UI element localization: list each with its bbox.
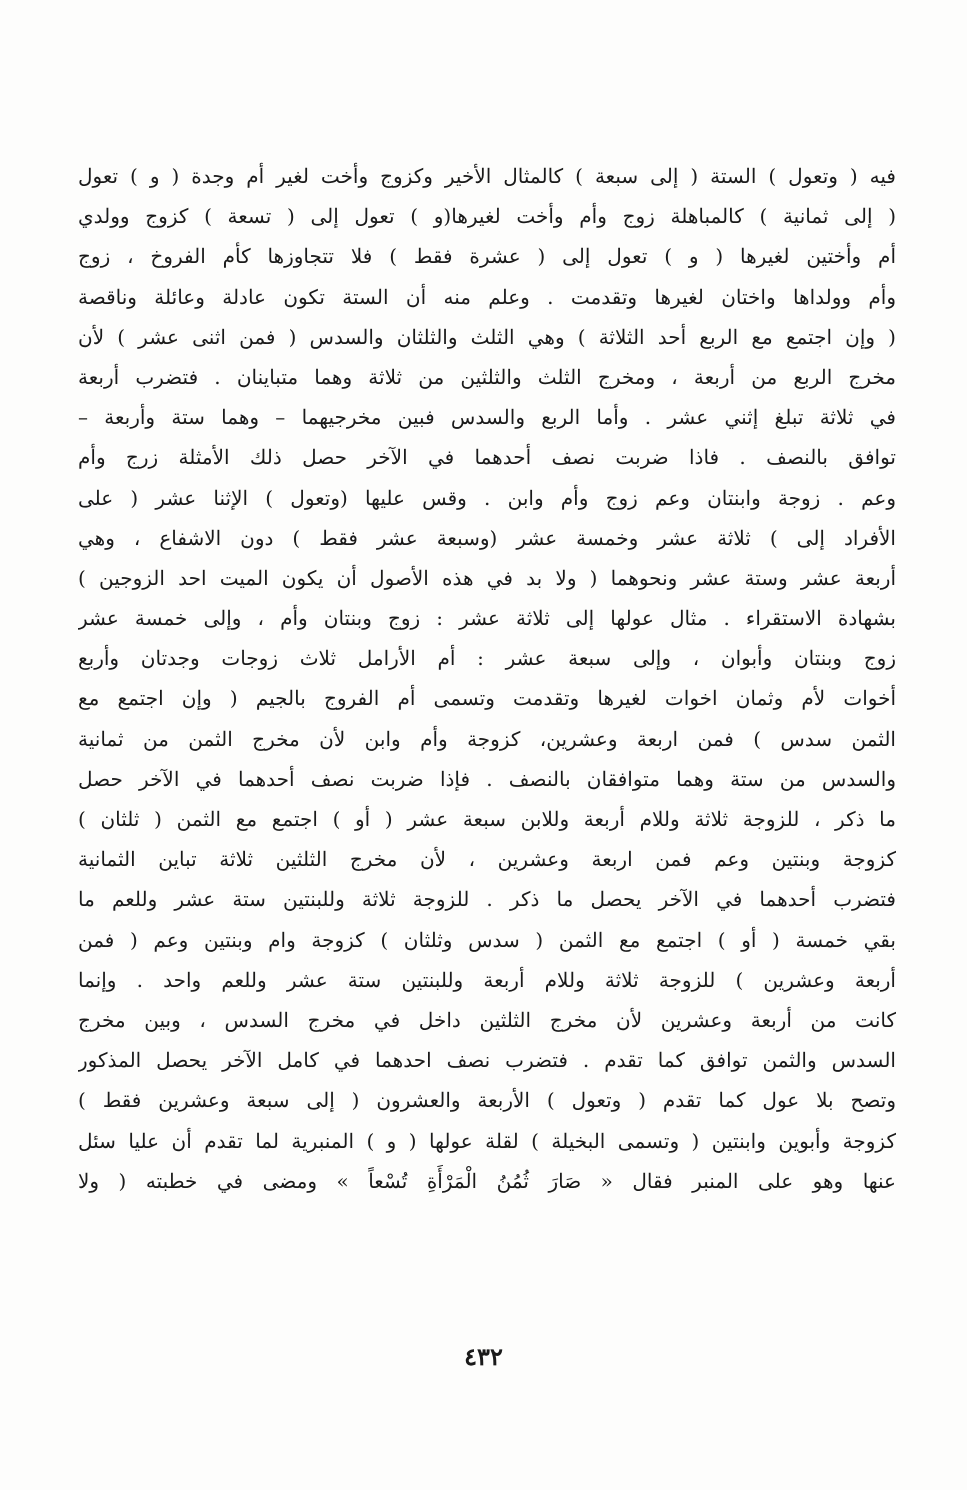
text-line: عنها وهو على المنبر فقال « صَارَ ثُمُنُ الْمَرْأَةِ تُسْعاً » ومضى في خطبته ( ولا — [78, 1168, 896, 1193]
text-line: وعم . زوجة وابنتان وعم زوج وأم وابن . وقس عليها (وتعول ) الإثنا عشر ( على — [78, 485, 896, 510]
text-line: توافق بالنصف . فاذا ضربت نصف أحدهما في الآخر حصل ذلك الأمثلة زرج وأم — [78, 445, 896, 470]
text-line: كزوجة وبنتين وعم فمن اربعة وعشرين ، لأن مخرج الثلثين ثلاثة تباين الثمانية — [78, 847, 896, 872]
text-line: وتصح بلا عول كما تقدم ( وتعول ) الأربعة والعشرون ( إلى سبعة وعشرين فقط ) — [78, 1088, 896, 1113]
text-line: أخوات لأم وثمان اخوات لغيرها وتقدمت وتسمى أم الفروج بالجيم ( وإن اجتمع مع — [78, 686, 896, 711]
text-line: ( وإن اجتمع مع الربع أحد الثلاثة ) وهي الثلث والثلثان والسدس ( فمن اثنى عشر ) لأن — [78, 324, 896, 349]
text-line: مخرج الربع من أربعة ، ومخرج الثلث والثلثين من ثلاثة وهما متباينان . فتضرب أربعة — [78, 364, 896, 389]
text-line: أم وأختين لغيرها ( و ) تعول إلى ( عشرة فقط ) فلا تتجاوزها كأم الفروخ ، زوج — [78, 244, 896, 269]
text-line: الأفراد إلى ) ثلاثة عشر وخمسة عشر (وسبعة عشر فقط ) دون الاشفاع ، وهي — [78, 525, 896, 550]
text-line: فتضرب أحدهما في الآخر يحصل ما ذكر . للزوجة ثلاثة وللبنتين ستة عشر وللعم ما — [78, 887, 896, 912]
text-line: ما ذكر ، للزوجة ثلاثة وللام أربعة وللابن سبعة عشر ( أو ) اجتمع مع الثمن ( ثلثان ) — [78, 807, 896, 831]
body-text — [78, 156, 896, 1201]
text-line: كزوجة وأبوين وابنتين ( وتسمى البخيلة ) لقلة عولها ( و ) المنبرية لما تقدم أن عليا سئل — [78, 1128, 896, 1153]
text-line: والسدس من ستة وهما متوافقان بالنصف . فإذا ضربت نصف أحدهما في الآخر حصل — [78, 766, 896, 791]
text-line: أربعة وعشرين ) للزوجة ثلاثة وللام أربعة وللبنتين ستة عشر وللعم واحد . وإنما — [78, 967, 896, 992]
text-line: في ثلاثة تبلغ إثني عشر . وأما الربع والسدس فبين مخرجيهما – وهما ستة وأربعة – — [78, 405, 896, 430]
text-line: فيه ( وتعول ) الستة ( إلى سبعة ) كالمثال الأخير وكزوج وأخت لغير أم وجدة ( و ) تعول — [78, 164, 896, 188]
text-line: الثمن سدس ) فمن اربعة وعشرين، كزوجة وأم وابن لأن مخرج الثمن من ثمانية — [78, 726, 896, 751]
text-line: بقي خمسة ( أو ) اجتمع مع الثمن ( سدس وثلثان ) كزوجة وام وبنتين وعم ( فمن — [78, 927, 896, 952]
text-line: أربعة عشر وستة عشر ونحوهما ( ولا بد في هذه الأصول أن يكون الميت احد الزوجين ) — [78, 565, 896, 590]
text-line: السدس والثمن توافق كما تقدم . فتضرب نصف احدهما في كامل الآخر يحصل المذكور — [78, 1048, 896, 1073]
text-line: بشهادة الاستقراء . مثال عولها إلى ثلاثة عشر : زوج وبنتان وأم ، وإلى خمسة عشر — [78, 606, 896, 631]
text-line: كانت من أربعة وعشرين لأن مخرج الثلثين داخل في مخرج السدس ، وبين مخرج — [78, 1007, 896, 1032]
text-line: زوج وبنتان وأبوان ، وإلى سبعة عشر : أم الأرامل ثلاث زوجات وجدتان وأربع — [78, 646, 896, 671]
page-number: ٤٣٢ — [464, 1342, 503, 1371]
text-line: وأم وولداها واختان لغيرها وتقدمت . وعلم منه أن الستة تكون عادلة وعائلة وناقصة — [78, 284, 896, 309]
text-line: ( إلى ثمانية ) كالمباهلة زوج وأم وأخت لغيرها(و ) تعول إلى ( تسعة ) كزوج وولدي — [78, 204, 896, 229]
